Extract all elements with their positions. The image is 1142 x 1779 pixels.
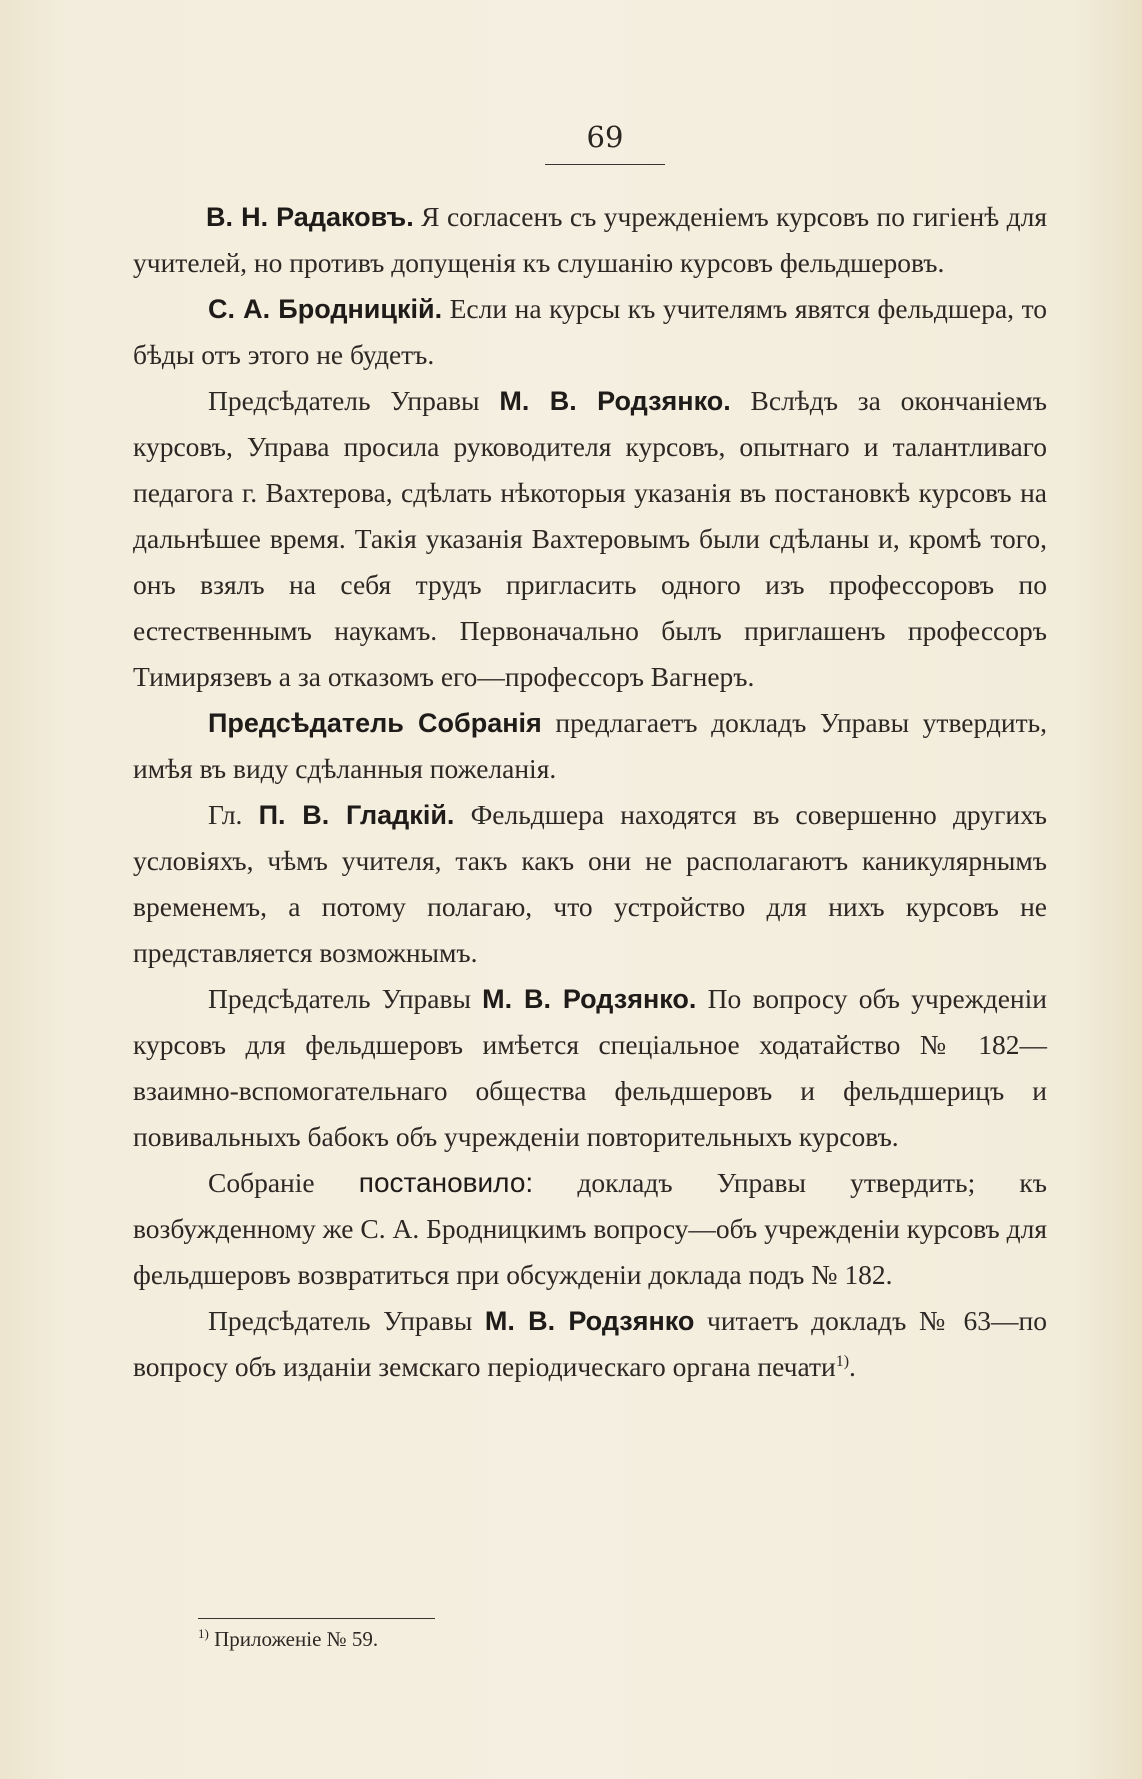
speaker-name: П. В. Гладкій.: [258, 800, 455, 830]
paragraph-rodzyanko-3: [133, 1298, 1047, 1390]
paragraph-text: Фельдшера находятся въ совершенно другихъ условіяхъ, чѣмъ учителя, такъ какъ они не располагаютъ каникулярнымъ временемъ, а потому полагаю, что устройство для нихъ курсовъ не представляется возможнымъ.: [133, 799, 1047, 968]
paragraph-text: Я согласенъ съ учрежденіемъ курсовъ по гигіенѣ для учителей, но противъ допущенія къ слушанію курсовъ фельдшеровъ.: [133, 201, 1047, 278]
paragraph-resolution: [133, 1160, 1047, 1298]
resolution-keyword: постановило:: [358, 1167, 534, 1198]
speaker-prefix: Предсѣдатель Управы: [208, 1305, 485, 1336]
footnote-mark: 1): [198, 1626, 209, 1641]
paragraph-text: Вслѣдъ за окончаніемъ курсовъ, Управа просила руководителя курсовъ, опытнаго и талантливаго педагога г. Вахтерова, сдѣлать нѣкоторыя указанія въ постановкѣ курсовъ на дальнѣшее время. Такія указанія Вахтеровымъ были сдѣланы и, кромѣ того, онъ взялъ на себя трудъ пригласить одного изъ профессоровъ по естественнымъ наукамъ. Первоначально былъ приглашенъ профессоръ Тимирязевъ а за отказомъ его—профессоръ Вагнеръ.: [133, 385, 1047, 692]
speaker-name: М. В. Родзянко: [484, 1306, 695, 1336]
paragraph-text: предлагаетъ докладъ Управы утвердить, имѣя въ виду сдѣланныя пожеланія.: [133, 707, 1047, 784]
paragraph-text: читаетъ докладъ № 63—по вопросу объ изданіи земскаго періодическаго органа печати: [133, 1305, 1047, 1382]
paragraph-rodzyanko-1: [133, 378, 1047, 700]
paragraph-text: докладъ Управы утвердить; къ возбужденному же С. А. Бродницкимъ вопросу—объ учрежденіи курсовъ для фельдшеровъ возвратиться при обсужденіи доклада подъ № 182.: [133, 1167, 1048, 1290]
page-number: 69: [586, 120, 624, 154]
paragraph-chairman: [133, 700, 1047, 792]
paragraph-brodnitsky: [133, 286, 1047, 378]
paragraph-radakov: [133, 194, 1047, 286]
speaker-prefix: Предсѣдатель Управы: [208, 385, 500, 416]
speaker-name: М. В. Родзянко.: [482, 984, 697, 1014]
speaker-prefix: Гл.: [208, 799, 259, 830]
footnote-text: Приложеніе № 59.: [208, 1627, 379, 1651]
paragraph-tail: .: [849, 1351, 856, 1382]
resolution-prefix: Собраніе: [208, 1167, 359, 1198]
footnote-rule: [198, 1618, 435, 1619]
speaker-name: Предсѣдатель Собранія: [208, 708, 542, 738]
paragraph-text: По вопросу объ учрежденіи курсовъ для фельдшеровъ имѣется спеціальное ходатайство № 182—взаимно-вспомогательнаго общества фельдшеровъ и фельдшерицъ и повивальныхъ бабокъ объ учрежденіи повторительныхъ курсовъ.: [133, 983, 1047, 1152]
footnote: [198, 1626, 378, 1652]
footnote-reference[interactable]: 1): [835, 1352, 850, 1370]
speaker-prefix: Предсѣдатель Управы: [208, 983, 483, 1014]
page-number-rule: [545, 164, 665, 165]
speaker-name: В. Н. Радаковъ.: [206, 202, 414, 232]
speaker-name: М. В. Родзянко.: [499, 386, 731, 416]
paragraph-rodzyanko-2: [133, 976, 1047, 1160]
speaker-name: С. А. Бродницкій.: [208, 294, 443, 324]
paragraph-text: Если на курсы къ учителямъ явятся фельдшера, то бѣды отъ этого не будетъ.: [133, 293, 1047, 370]
body-text: [133, 194, 1047, 1390]
paragraph-gladky: [133, 792, 1047, 976]
